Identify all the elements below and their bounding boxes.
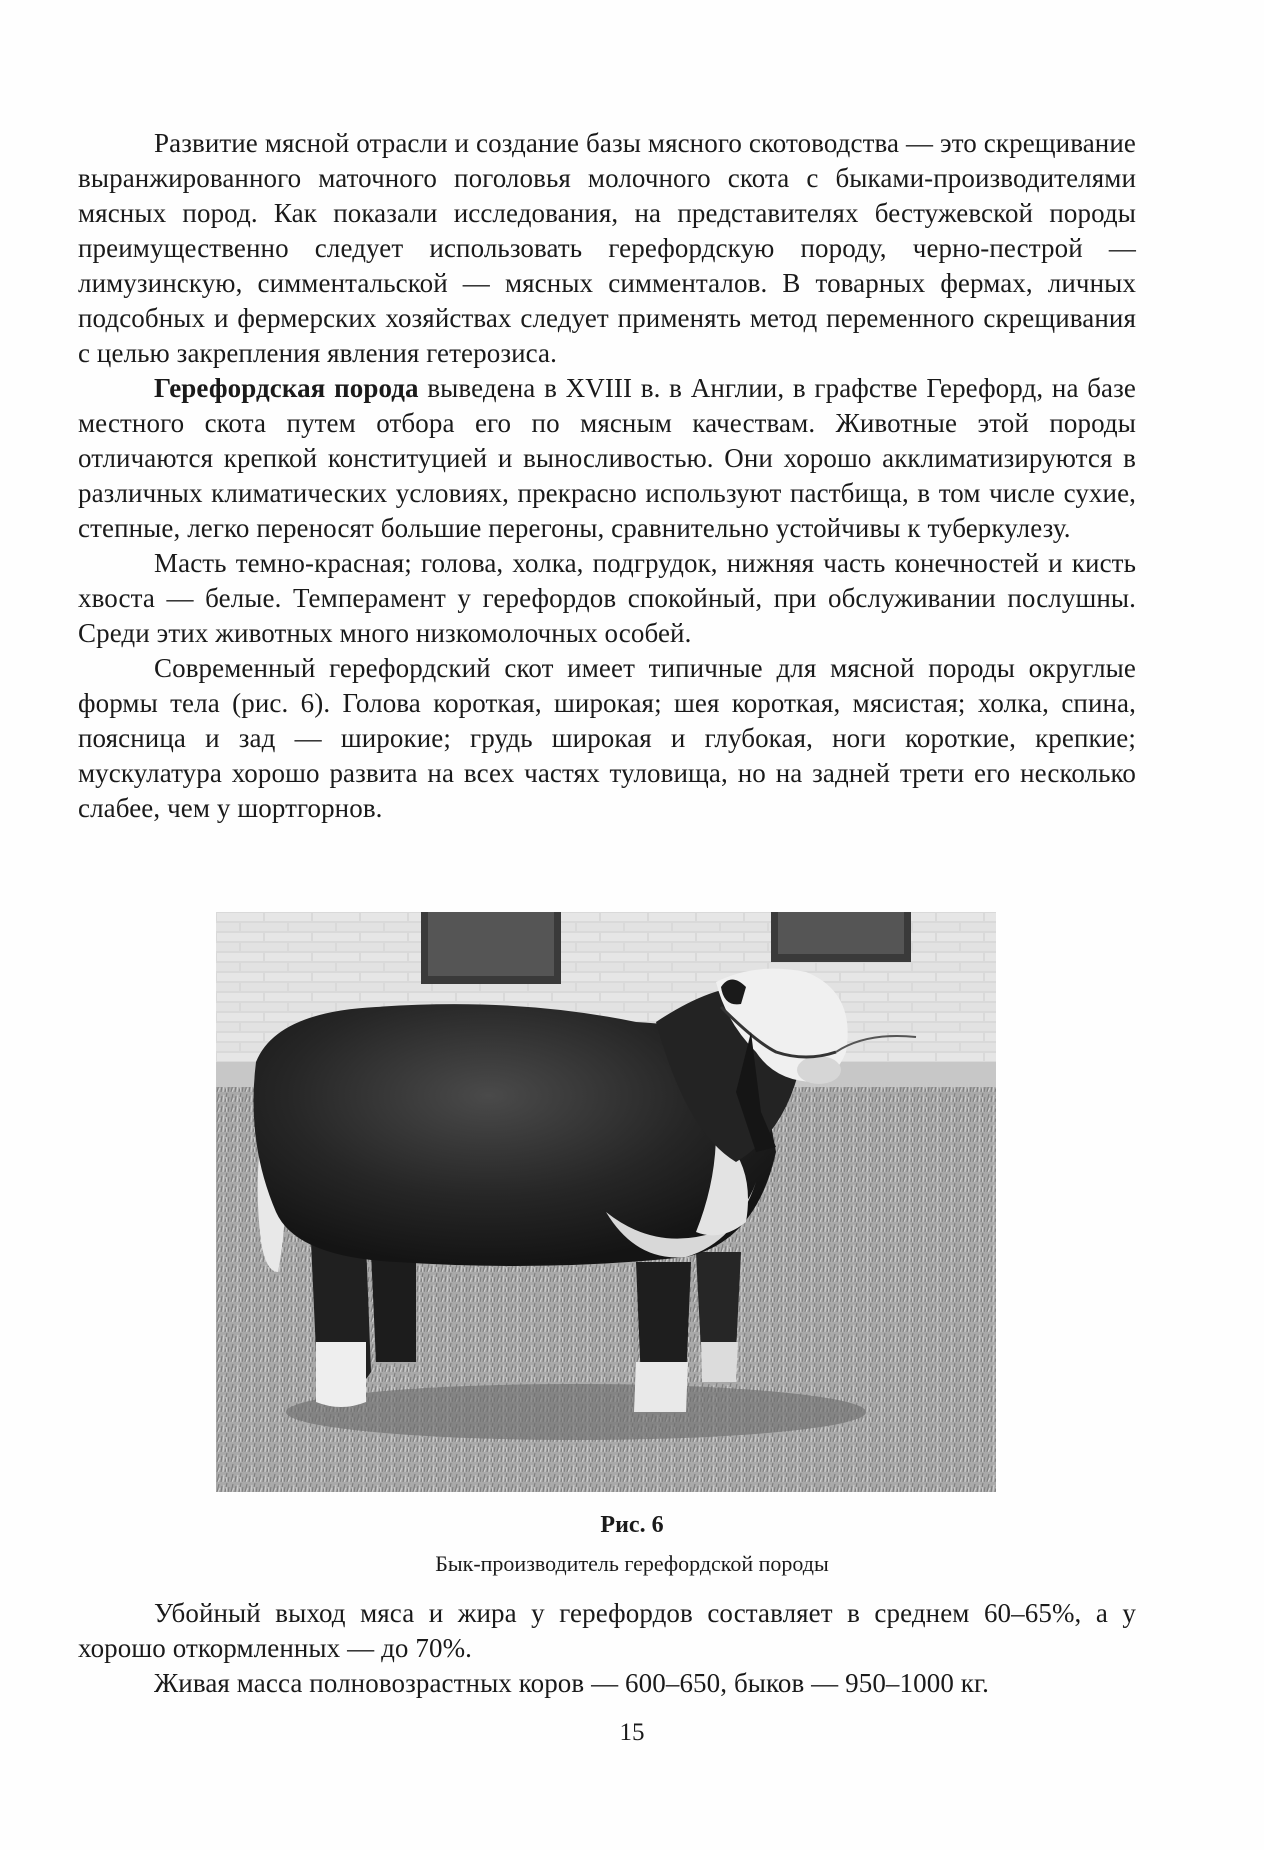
paragraph-live-weight: Живая масса полновозрастных коров — 600–650, быков — 950–1000 кг.	[154, 1668, 989, 1698]
paragraph-hereford-origin	[78, 371, 1136, 546]
hereford-bull-photo	[216, 912, 996, 1492]
paragraph-coat-color: Масть темно-красная; голова, холка, подгрудок, нижняя часть конечностей и кисть хвоста — белые. Темперамент у герефордов спокойный, при обслуживании послушны. Среди этих животных много низкомолочных особей.	[78, 548, 1136, 648]
hereford-origin-text: выведена в XVIII в. в Англии, в графстве Герефорд, на базе местного скота путем отбора его по мясным качествам. Животные этой породы отличаются крепкой конституцией и выносливостью. Они хорошо акклиматизируются в различных климатических условиях, прекрасно используют пастбища, в том числе сухие, степные, легко переносят большие перегоны, сравнительно устойчивы к туберкулезу.	[78, 373, 1136, 543]
figure-caption: Бык-производитель герефордской породы	[435, 1551, 829, 1576]
hereford-breed-heading: Герефордская порода	[154, 373, 419, 403]
paragraph-crossbreeding: Развитие мясной отрасли и создание базы мясного скотоводства — это скрещивание выранжированного маточного поголовья молочного скота с быками-производителями мясных пород. Как показали исследования, на представителях бестужевской породы преимущественно следует использовать герефордскую породу, черно-пестрой — лимузинскую, симментальской — мясных симменталов. В товарных фермах, личных подсобных и фермерских хозяйствах следует применять метод переменного скрещивания с целью закрепления явления гетерозиса.	[78, 128, 1136, 368]
paragraph-slaughter-yield: Убойный выход мяса и жира у герефордов составляет в среднем 60–65%, а у хорошо откормленных — до 70%.	[78, 1598, 1136, 1663]
page-number: 15	[619, 1719, 645, 1746]
body-text-top	[78, 126, 1136, 826]
body-text-bottom	[78, 1596, 1136, 1701]
paragraph-body-shape: Современный герефордский скот имеет типичные для мясной породы округлые формы тела (рис. 6). Голова короткая, широкая; шея короткая, мясистая; холка, спина, поясница и зад — широкие; грудь широкая и глубокая, ноги короткие, крепкие; мускулатура хорошо развита на всех частях туловища, но на задней трети его несколько слабее, чем у шортгорнов.	[78, 653, 1136, 823]
bull-illustration	[216, 912, 996, 1492]
figure-number: Рис. 6	[600, 1512, 664, 1538]
